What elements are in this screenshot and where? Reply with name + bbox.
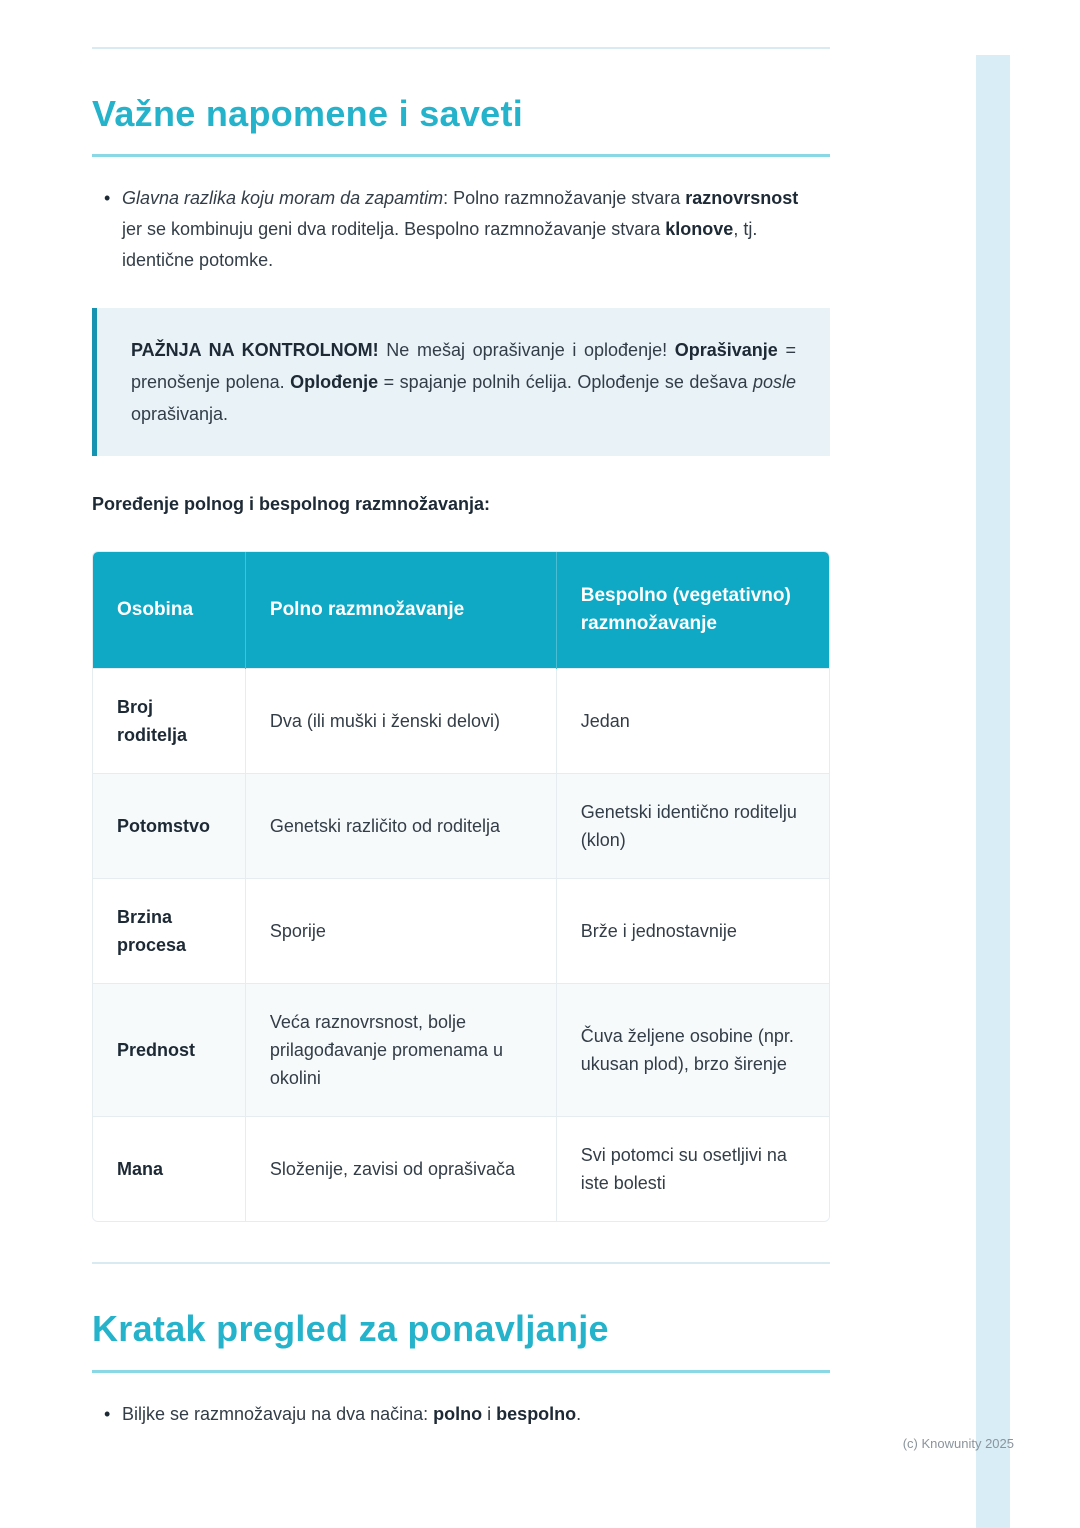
table-cell-sexual: Složenije, zavisi od oprašivača: [245, 1117, 556, 1222]
section-divider: [92, 1262, 830, 1264]
review-bold: bespolno: [496, 1403, 577, 1424]
list-item: [92, 1399, 830, 1430]
table-cell-feature: Brzina procesa: [93, 879, 245, 984]
page-content: [92, 0, 830, 1430]
review-text: i: [482, 1403, 497, 1424]
table-cell-asexual: Svi potomci su osetljivi na iste bolesti: [556, 1117, 829, 1222]
section-divider: [92, 47, 830, 49]
note-lead-italic: Glavna razlika koju moram da zapamtim: [122, 188, 444, 209]
review-text: Biljke se razmnožavaju na dva načina:: [122, 1403, 434, 1424]
comparison-table-wrapper: [92, 551, 830, 1222]
table-cell-feature: Prednost: [93, 984, 245, 1117]
column-header-feature: Osobina: [93, 552, 245, 669]
table-cell-asexual: Čuva željene osobine (npr. ukusan plod), brzo širenje: [556, 984, 829, 1117]
column-header-asexual: Bespolno (vegetativno) razmnožavanje: [556, 552, 829, 669]
callout-bold: Oplođenje: [290, 372, 379, 393]
title-underline: [92, 154, 830, 157]
callout-segment: Ne mešaj oprašivanje i oplođenje!: [378, 340, 675, 361]
callout-segment: = spajanje polnih ćelija. Oplođenje se dešava: [378, 372, 753, 393]
note-bold: klonove: [665, 219, 734, 240]
section-review: [92, 1308, 830, 1429]
review-paragraph: [122, 1399, 802, 1430]
callout-italic: posle: [752, 372, 796, 393]
table-row: [93, 879, 829, 984]
callout-segment: oprašivanja.: [131, 404, 229, 425]
title-underline: [92, 1370, 830, 1373]
copyright-watermark: (c) Knowunity 2025: [902, 1436, 1014, 1451]
callout-segment: = prenošenje polena.: [131, 340, 796, 393]
table-cell-asexual: Brže i jednostavnije: [556, 879, 829, 984]
section-title: Kratak pregled za ponavljanje: [92, 1308, 609, 1350]
callout-text: [131, 334, 796, 430]
bullet-marker: •: [104, 1403, 111, 1424]
table-cell-asexual: Jedan: [556, 669, 829, 774]
table-row: [93, 669, 829, 774]
callout-title: PAŽNJA NA KONTROLNOM!: [131, 340, 379, 361]
table-row: [93, 984, 829, 1117]
note-paragraph: [122, 183, 802, 276]
page-edge-stripe: [976, 55, 1010, 1528]
note-bold: raznovrsnost: [685, 188, 799, 209]
table-cell-sexual: Sporije: [245, 879, 556, 984]
table-cell-sexual: Veća raznovrsnost, bolje prilagođavanje promenama u okolini: [245, 984, 556, 1117]
note-text: : Polno razmnožavanje stvara: [443, 188, 686, 209]
review-bold: polno: [433, 1403, 483, 1424]
warning-callout: [92, 308, 830, 456]
table-cell-feature: Potomstvo: [93, 774, 245, 879]
table-cell-feature: Mana: [93, 1117, 245, 1222]
table-row: [93, 774, 829, 879]
section-notes: [92, 93, 830, 1222]
comparison-table: [93, 552, 829, 1221]
note-text: jer se kombinuju geni dva roditelja. Bespolno razmnožavanje stvara: [122, 219, 666, 240]
section-title: Važne napomene i saveti: [92, 93, 524, 134]
table-row: [93, 1117, 829, 1222]
list-item: [92, 183, 830, 276]
table-cell-asexual: Genetski identično roditelju (klon): [556, 774, 829, 879]
column-header-sexual: Polno razmnožavanje: [245, 552, 556, 669]
table-cell-feature: Broj roditelja: [93, 669, 245, 774]
note-text: , tj. identične potomke.: [122, 219, 758, 271]
review-text: .: [576, 1403, 582, 1424]
table-intro: Poređenje polnog i bespolnog razmnožavanja:: [92, 494, 491, 515]
table-cell-sexual: Dva (ili muški i ženski delovi): [245, 669, 556, 774]
callout-bold: Oprašivanje: [674, 340, 778, 361]
table-cell-sexual: Genetski različito od roditelja: [245, 774, 556, 879]
table-header-row: [93, 552, 829, 669]
bullet-marker: •: [104, 188, 111, 209]
